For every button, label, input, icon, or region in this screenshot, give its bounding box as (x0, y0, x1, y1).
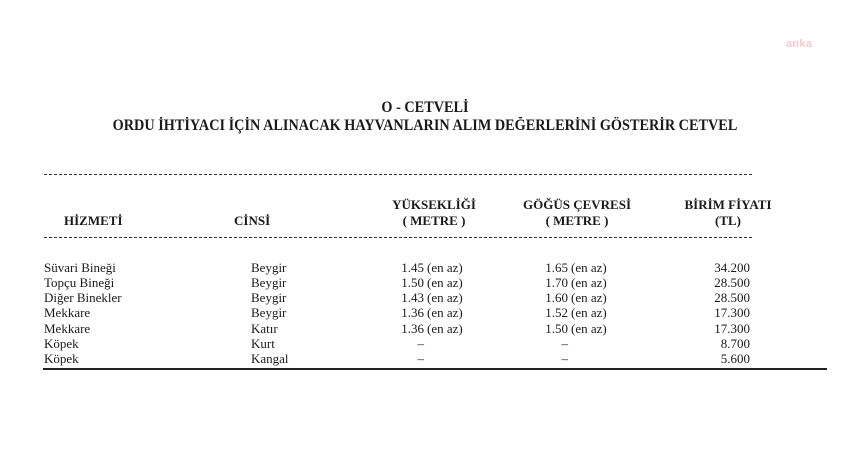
row-height: – (417, 351, 424, 366)
row-height: 1.43 (401, 290, 424, 305)
document-subtitle: ORDU İHTİYACI İÇİN ALINACAK HAYVANLARIN ALIM DEĞERLERİNİ GÖSTERİR CETVEL (112, 117, 738, 134)
row-height-note: (en az) (427, 259, 463, 275)
row-price: 17.300 (714, 320, 750, 336)
row-chest: 1.65 (545, 259, 568, 275)
header-price-label: BİRİM FİYATI (684, 197, 772, 212)
row-price: 8.700 (720, 335, 750, 351)
table-bottom-rule (43, 368, 827, 370)
row-chest: – (561, 351, 568, 366)
row-height: 1.36 (401, 305, 424, 321)
row-price: 34.200 (714, 259, 750, 275)
header-service: HİZMETİ (64, 213, 123, 228)
row-chest-note: (en az) (571, 320, 607, 336)
row-height-note: (en az) (427, 305, 463, 321)
row-type: Kurt (251, 335, 275, 351)
row-height: 1.45 (401, 259, 424, 275)
header-chest-label: GÖĞÜS ÇEVRESİ (523, 197, 631, 212)
header-height-unit: ( METRE ) (402, 213, 466, 228)
row-chest: 1.52 (545, 305, 568, 321)
row-chest-note: (en az) (571, 290, 607, 305)
row-height: 1.36 (401, 320, 424, 336)
row-type: Katır (251, 320, 278, 336)
row-height-note: (en az) (427, 290, 463, 305)
row-service: Köpek (44, 335, 79, 351)
row-chest-note: (en az) (571, 305, 607, 321)
anka-logo: anka (786, 38, 813, 50)
row-height: – (417, 335, 424, 351)
row-price: 28.500 (714, 290, 750, 305)
row-chest: 1.60 (545, 290, 568, 305)
row-height-note: (en az) (427, 274, 463, 290)
row-chest-note: (en az) (571, 259, 607, 275)
row-type: Beygir (251, 274, 287, 290)
row-chest: 1.70 (545, 274, 568, 290)
row-type: Beygir (251, 290, 287, 305)
header-top-divider (44, 174, 752, 175)
row-service: Topçu Bineği (44, 274, 115, 290)
row-service: Köpek (44, 351, 79, 366)
row-type: Beygir (251, 259, 287, 275)
document-title: O - CETVELİ (381, 99, 469, 116)
header-price-unit: (TL) (715, 213, 741, 228)
header-chest (512, 197, 642, 229)
header-chest-unit: ( METRE ) (545, 213, 609, 228)
row-service: Diğer Binekler (44, 290, 122, 305)
row-type: Beygir (251, 305, 287, 321)
row-chest: 1.50 (545, 320, 568, 336)
row-service: Mekkare (44, 305, 91, 321)
header-price (668, 197, 788, 229)
row-price: 17.300 (714, 305, 750, 321)
row-height: 1.50 (401, 274, 424, 290)
header-type: CİNSİ (234, 213, 271, 228)
row-height-note: (en az) (427, 320, 463, 336)
row-service: Süvari Bineği (44, 259, 116, 275)
row-price: 28.500 (714, 274, 750, 290)
row-service: Mekkare (44, 320, 91, 336)
header-height (374, 197, 494, 229)
header-bottom-divider (44, 237, 752, 238)
row-chest: – (561, 335, 568, 351)
row-chest-note: (en az) (571, 274, 607, 290)
row-type: Kangal (251, 351, 289, 366)
header-height-label: YÜKSEKLİĞİ (392, 197, 476, 212)
row-price: 5.600 (720, 351, 750, 366)
